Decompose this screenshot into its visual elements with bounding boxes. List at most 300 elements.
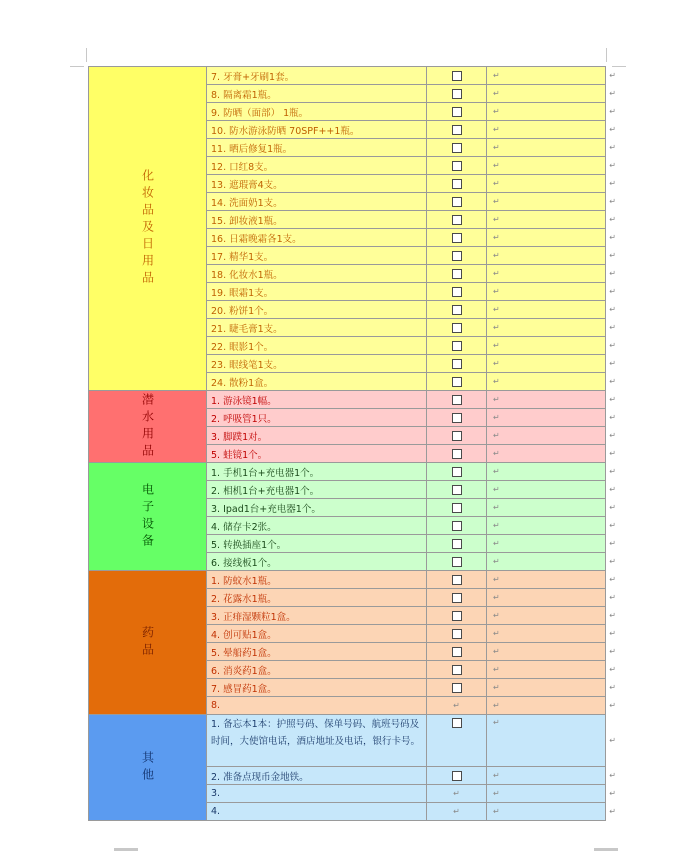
item-text: 2. 呼吸管1只。 [207,409,427,426]
row-end-mark: ↵ [609,520,616,530]
paragraph-mark: ↵ [493,215,500,224]
table-row [207,571,616,589]
row-end-mark: ↵ [609,268,616,278]
paragraph-mark: ↵ [493,611,500,620]
note-cell [487,625,606,642]
note-cell [487,301,606,318]
paragraph-mark: ↵ [493,377,500,386]
paragraph-mark: ↵ [453,807,460,816]
item-text: 11. 晒后修复1瓶。 [207,139,427,156]
check-cell[interactable] [427,121,487,138]
note-cell [487,803,606,820]
checkbox-icon[interactable] [452,521,462,531]
check-cell[interactable] [427,193,487,210]
note-cell [487,571,606,588]
table-row [207,785,616,803]
row-end-mark: ↵ [609,376,616,386]
crop-mark-bottom-left [114,848,138,851]
check-cell [427,697,487,714]
paragraph-mark: ↵ [493,359,500,368]
category-group-others [88,715,616,821]
row-end-mark: ↵ [609,394,616,404]
check-cell[interactable] [427,157,487,174]
paragraph-mark: ↵ [493,89,500,98]
note-cell [487,589,606,606]
item-rows [207,571,616,715]
checkbox-icon[interactable] [452,71,462,81]
note-cell [487,463,606,480]
paragraph-mark: ↵ [493,593,500,602]
item-text: 23. 眼线笔1支。 [207,355,427,372]
checkbox-icon[interactable] [452,359,462,369]
check-cell[interactable] [427,535,487,552]
note-cell [487,121,606,138]
item-text: 6. 消炎药1盒。 [207,661,427,678]
row-end-mark: ↵ [609,484,616,494]
table-row [207,265,616,283]
item-text: 4. 储存卡2张。 [207,517,427,534]
table-row [207,337,616,355]
checkbox-icon[interactable] [452,539,462,549]
row-end-mark: ↵ [609,106,616,116]
row-end-mark: ↵ [609,682,616,692]
check-cell[interactable] [427,445,487,462]
checkbox-icon[interactable] [452,575,462,585]
note-cell [487,211,606,228]
check-cell[interactable] [427,265,487,282]
item-text: 6. 接线板1个。 [207,553,427,570]
item-text: 8. [207,697,427,714]
check-cell[interactable] [427,643,487,660]
item-text: 15. 卸妆液1瓶。 [207,211,427,228]
check-cell[interactable] [427,661,487,678]
paragraph-mark: ↵ [493,665,500,674]
row-end-mark: ↵ [609,448,616,458]
table-row [207,283,616,301]
crop-mark-top-left-h [70,66,84,67]
paragraph-mark: ↵ [493,557,500,566]
note-cell [487,517,606,534]
table-row [207,427,616,445]
checkbox-icon[interactable] [452,683,462,693]
table-row [207,301,616,319]
item-rows [207,715,616,821]
note-cell [487,373,606,390]
check-cell[interactable] [427,553,487,570]
check-cell [427,803,487,820]
checkbox-icon[interactable] [452,503,462,513]
note-cell [487,103,606,120]
check-cell [427,785,487,802]
check-cell[interactable] [427,373,487,390]
check-cell[interactable] [427,85,487,102]
table-row [207,247,616,265]
paragraph-mark: ↵ [493,485,500,494]
paragraph-mark: ↵ [493,107,500,116]
item-text: 7. 牙膏+牙刷1套。 [207,67,427,84]
paragraph-mark: ↵ [493,789,500,798]
category-group-cosmetics [88,67,616,391]
row-end-mark: ↵ [609,358,616,368]
item-text: 1. 游泳镜1幅。 [207,391,427,408]
checkbox-icon[interactable] [452,647,462,657]
table-row [207,67,616,85]
table-row [207,409,616,427]
note-cell [487,247,606,264]
table-row [207,553,616,571]
paragraph-mark: ↵ [493,701,500,710]
row-end-mark: ↵ [609,646,616,656]
item-text: 1. 防蚊水1瓶。 [207,571,427,588]
check-cell[interactable] [427,571,487,588]
note-cell [487,229,606,246]
paragraph-mark: ↵ [493,323,500,332]
check-cell[interactable] [427,355,487,372]
check-cell[interactable] [427,301,487,318]
category-label: 其他 [140,750,155,785]
item-text: 20. 粉饼1个。 [207,301,427,318]
check-cell[interactable] [427,409,487,426]
table-row [207,85,616,103]
category-label: 药品 [140,625,155,660]
category-cell [89,571,207,715]
row-end-mark: ↵ [609,538,616,548]
item-text: 19. 眼霜1支。 [207,283,427,300]
paragraph-mark: ↵ [453,789,460,798]
note-cell [487,193,606,210]
crop-mark-top-right-h [612,66,626,67]
checkbox-icon[interactable] [452,269,462,279]
row-end-mark: ↵ [609,574,616,584]
checkbox-icon[interactable] [452,771,462,781]
checkbox-icon[interactable] [452,341,462,351]
row-end-mark: ↵ [609,232,616,242]
item-text: 5. 转换插座1个。 [207,535,427,552]
item-text: 1. 手机1台+充电器1个。 [207,463,427,480]
table-row [207,445,616,463]
checkbox-icon[interactable] [452,197,462,207]
category-cell [89,715,207,821]
checkbox-icon[interactable] [452,467,462,477]
row-end-mark: ↵ [609,770,616,780]
note-cell [487,661,606,678]
row-end-mark: ↵ [609,556,616,566]
paragraph-mark: ↵ [493,305,500,314]
category-cell [89,67,207,391]
check-cell[interactable] [427,319,487,336]
table-row [207,193,616,211]
category-label: 电子设备 [140,482,155,551]
check-cell[interactable] [427,247,487,264]
row-end-mark: ↵ [609,124,616,134]
item-text: 10. 防水游泳防晒 70SPF++1瓶。 [207,121,427,138]
item-rows [207,67,616,391]
paragraph-mark: ↵ [493,71,500,80]
table-row [207,625,616,643]
checkbox-icon[interactable] [452,161,462,171]
note-cell [487,499,606,516]
paragraph-mark: ↵ [493,179,500,188]
paragraph-mark: ↵ [493,341,500,350]
check-cell[interactable] [427,499,487,516]
item-text: 17. 精华1支。 [207,247,427,264]
note-cell [487,337,606,354]
item-text: 1. 备忘本1本：护照号码、保单号码、航班号码及时间，大使馆电话，酒店地址及电话，银行卡号。 [207,715,427,766]
table-row [207,391,616,409]
table-row [207,679,616,697]
note-cell [487,679,606,696]
table-row [207,589,616,607]
paragraph-mark: ↵ [493,807,500,816]
checkbox-icon[interactable] [452,413,462,423]
item-text: 2. 准备点现币金地铁。 [207,767,427,784]
note-cell [487,785,606,802]
checkbox-icon[interactable] [452,665,462,675]
check-cell[interactable] [427,211,487,228]
table-row [207,535,616,553]
paragraph-mark: ↵ [493,503,500,512]
paragraph-mark: ↵ [493,771,500,780]
check-cell[interactable] [427,767,487,784]
check-cell[interactable] [427,427,487,444]
item-text: 14. 洗面奶1支。 [207,193,427,210]
check-cell[interactable] [427,463,487,480]
checkbox-icon[interactable] [452,449,462,459]
checkbox-icon[interactable] [452,215,462,225]
note-cell [487,715,606,766]
item-text: 8. 隔离霜1瓶。 [207,85,427,102]
crop-mark-top-left-v [86,48,87,62]
check-cell[interactable] [427,517,487,534]
checkbox-icon[interactable] [452,611,462,621]
paragraph-mark: ↵ [493,125,500,134]
paragraph-mark: ↵ [493,718,500,727]
checkbox-icon[interactable] [452,305,462,315]
row-end-mark: ↵ [609,250,616,260]
table-row [207,767,616,785]
item-rows [207,463,616,571]
checkbox-icon[interactable] [452,377,462,387]
note-cell [487,767,606,784]
table-row [207,481,616,499]
row-end-mark: ↵ [609,466,616,476]
checkbox-icon[interactable] [452,431,462,441]
item-text: 2. 相机1台+充电器1个。 [207,481,427,498]
row-end-mark: ↵ [609,178,616,188]
note-cell [487,607,606,624]
table-row [207,175,616,193]
check-cell[interactable] [427,337,487,354]
checkbox-icon[interactable] [452,323,462,333]
table-row [207,229,616,247]
packing-checklist-table [88,66,616,821]
row-end-mark: ↵ [609,196,616,206]
row-end-mark: ↵ [609,610,616,620]
item-text: 24. 散粉1盒。 [207,373,427,390]
note-cell [487,265,606,282]
checkbox-icon[interactable] [452,485,462,495]
row-end-mark: ↵ [609,735,616,745]
item-text: 3. Ipad1台+充电器1个。 [207,499,427,516]
checkbox-icon[interactable] [452,125,462,135]
item-rows [207,391,616,463]
check-cell[interactable] [427,229,487,246]
checkbox-icon[interactable] [452,718,462,728]
category-group-medicine [88,571,616,715]
crop-mark-bottom-right [594,848,618,851]
checkbox-icon[interactable] [452,233,462,243]
table-row [207,211,616,229]
row-end-mark: ↵ [609,502,616,512]
note-cell [487,67,606,84]
paragraph-mark: ↵ [493,251,500,260]
table-row [207,643,616,661]
row-end-mark: ↵ [609,214,616,224]
row-end-mark: ↵ [609,806,616,816]
note-cell [487,85,606,102]
table-row [207,803,616,821]
paragraph-mark: ↵ [493,629,500,638]
row-end-mark: ↵ [609,628,616,638]
item-text: 9. 防晒（面部） 1瓶。 [207,103,427,120]
item-text: 22. 眼影1个。 [207,337,427,354]
paragraph-mark: ↵ [493,143,500,152]
paragraph-mark: ↵ [493,269,500,278]
note-cell [487,391,606,408]
check-cell[interactable] [427,391,487,408]
checkbox-icon[interactable] [452,557,462,567]
row-end-mark: ↵ [609,304,616,314]
table-row [207,697,616,715]
check-cell[interactable] [427,625,487,642]
paragraph-mark: ↵ [493,413,500,422]
paragraph-mark: ↵ [493,161,500,170]
row-end-mark: ↵ [609,788,616,798]
table-row [207,463,616,481]
paragraph-mark: ↵ [493,647,500,656]
check-cell[interactable] [427,481,487,498]
checkbox-icon[interactable] [452,629,462,639]
paragraph-mark: ↵ [493,683,500,692]
paragraph-mark: ↵ [493,539,500,548]
row-end-mark: ↵ [609,430,616,440]
row-end-mark: ↵ [609,286,616,296]
item-text: 4. 创可贴1盒。 [207,625,427,642]
table-row [207,661,616,679]
table-row [207,355,616,373]
category-cell [89,463,207,571]
note-cell [487,643,606,660]
item-text: 3. [207,785,427,802]
item-text: 4. [207,803,427,820]
check-cell[interactable] [427,607,487,624]
checkbox-icon[interactable] [452,143,462,153]
category-label: 潜水用品 [140,392,155,461]
checkbox-icon[interactable] [452,179,462,189]
paragraph-mark: ↵ [493,575,500,584]
table-row [207,139,616,157]
item-text: 21. 睫毛膏1支。 [207,319,427,336]
checkbox-icon[interactable] [452,593,462,603]
item-text: 18. 化妆水1瓶。 [207,265,427,282]
check-cell[interactable] [427,67,487,84]
check-cell[interactable] [427,283,487,300]
item-text: 13. 遮瑕膏4支。 [207,175,427,192]
category-group-electronics [88,463,616,571]
note-cell [487,409,606,426]
note-cell [487,175,606,192]
row-end-mark: ↵ [609,412,616,422]
row-end-mark: ↵ [609,88,616,98]
table-row [207,499,616,517]
item-text: 3. 脚蹼1对。 [207,427,427,444]
table-row [207,517,616,535]
paragraph-mark: ↵ [493,449,500,458]
table-row [207,373,616,391]
crop-mark-top-right-v [606,48,607,62]
row-end-mark: ↵ [609,70,616,80]
item-text: 7. 感冒药1盒。 [207,679,427,696]
category-cell [89,391,207,463]
checkbox-icon[interactable] [452,89,462,99]
paragraph-mark: ↵ [493,197,500,206]
category-label: 化妆品及日用品 [140,169,155,288]
note-cell [487,481,606,498]
note-cell [487,157,606,174]
check-cell[interactable] [427,103,487,120]
paragraph-mark: ↵ [493,233,500,242]
paragraph-mark: ↵ [493,521,500,530]
note-cell [487,355,606,372]
item-text: 2. 花露水1瓶。 [207,589,427,606]
checkbox-icon[interactable] [452,251,462,261]
check-cell[interactable] [427,175,487,192]
note-cell [487,283,606,300]
table-row [207,319,616,337]
note-cell [487,697,606,714]
row-end-mark: ↵ [609,664,616,674]
paragraph-mark: ↵ [493,431,500,440]
row-end-mark: ↵ [609,340,616,350]
check-cell[interactable] [427,715,487,766]
checkbox-icon[interactable] [452,287,462,297]
item-text: 5. 蛙镜1个。 [207,445,427,462]
table-row [207,715,616,767]
row-end-mark: ↵ [609,322,616,332]
paragraph-mark: ↵ [493,287,500,296]
check-cell[interactable] [427,589,487,606]
note-cell [487,535,606,552]
check-cell[interactable] [427,139,487,156]
note-cell [487,139,606,156]
paragraph-mark: ↵ [493,467,500,476]
row-end-mark: ↵ [609,700,616,710]
item-text: 12. 口红8支。 [207,157,427,174]
item-text: 16. 日霜晚霜各1支。 [207,229,427,246]
row-end-mark: ↵ [609,142,616,152]
item-text: 3. 正痱湿颗粒1盒。 [207,607,427,624]
table-row [207,157,616,175]
paragraph-mark: ↵ [453,701,460,710]
paragraph-mark: ↵ [493,395,500,404]
note-cell [487,427,606,444]
checkbox-icon[interactable] [452,107,462,117]
note-cell [487,445,606,462]
category-group-swimming [88,391,616,463]
check-cell[interactable] [427,679,487,696]
row-end-mark: ↵ [609,592,616,602]
checkbox-icon[interactable] [452,395,462,405]
